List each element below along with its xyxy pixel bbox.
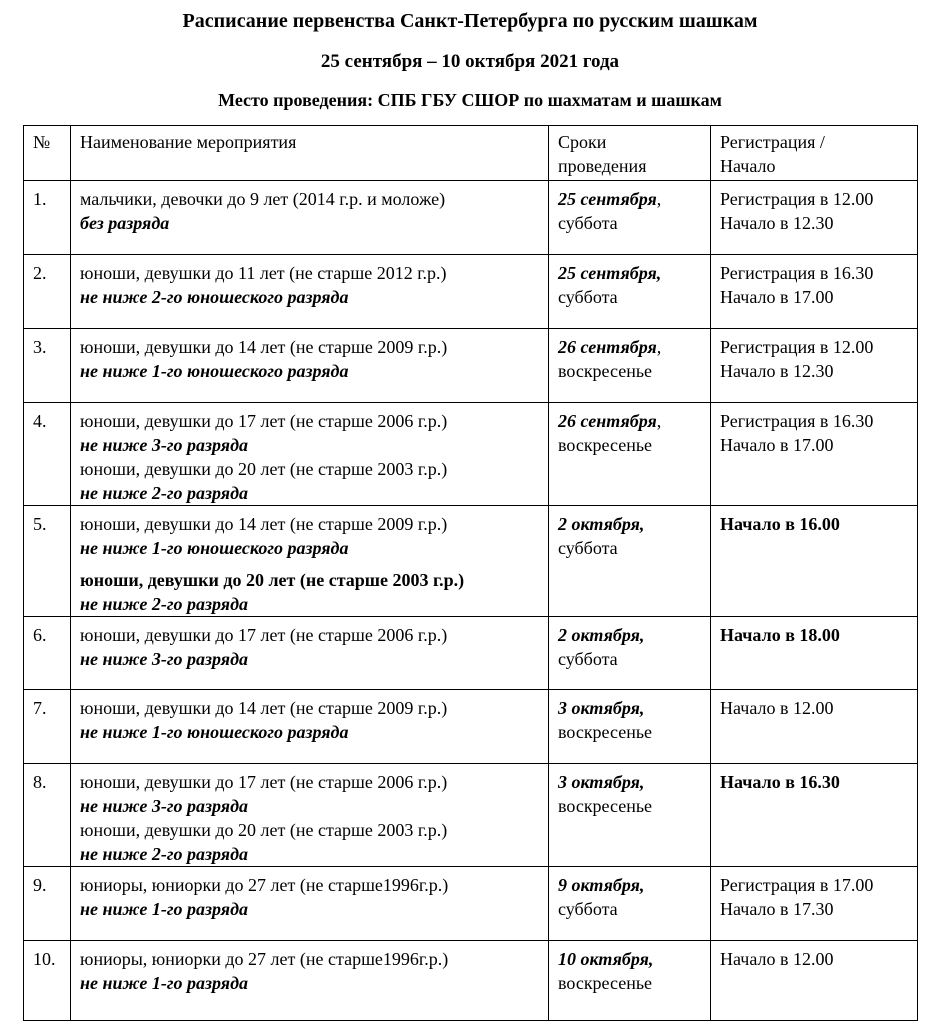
event-time: Регистрация в 12.00 Начало в 12.30 <box>711 329 918 403</box>
row-number: 2. <box>24 255 71 329</box>
event-name: юноши, девушки до 17 лет (не старше 2006 г.р.) не ниже 3-го разряда юноши, девушки до 20 лет (не старше 2003 г.р.) не ниже 2-го разряда <box>71 764 549 867</box>
event-name: юноши, девушки до 14 лет (не старше 2009 г.р.) не ниже 1-го юношеского разряда <box>71 329 549 403</box>
event-time: Начало в 12.00 <box>711 941 918 1021</box>
table-row <box>24 764 918 867</box>
event-name: юноши, девушки до 14 лет (не старше 2009 г.р.) не ниже 1-го юношеского разряда юноши, девушки до 20 лет (не старше 2003 г.р.) не ниже 2-го разряда <box>71 506 549 617</box>
table-row <box>24 506 918 617</box>
table-header-row <box>24 126 918 181</box>
event-name: мальчики, девочки до 9 лет (2014 г.р. и моложе) без разряда <box>71 181 549 255</box>
row-number: 10. <box>24 941 71 1021</box>
table-row <box>24 617 918 690</box>
row-number: 4. <box>24 403 71 506</box>
row-number: 6. <box>24 617 71 690</box>
row-number: 8. <box>24 764 71 867</box>
venue: Место проведения: СПБ ГБУ СШОР по шахматам и шашкам <box>218 90 722 110</box>
table-row <box>24 403 918 506</box>
event-time: Начало в 16.00 <box>711 506 918 617</box>
schedule-table <box>23 125 918 1021</box>
event-time: Регистрация в 16.30 Начало в 17.00 <box>711 403 918 506</box>
row-number: 1. <box>24 181 71 255</box>
event-time: Начало в 12.00 <box>711 690 918 764</box>
event-date: 10 октября, воскресенье <box>549 941 711 1021</box>
row-number: 7. <box>24 690 71 764</box>
event-time: Начало в 18.00 <box>711 617 918 690</box>
row-number: 5. <box>24 506 71 617</box>
event-date: 2 октября, суббота <box>549 506 711 617</box>
row-number: 3. <box>24 329 71 403</box>
event-time: Регистрация в 17.00 Начало в 17.30 <box>711 867 918 941</box>
date-range: 25 сентября – 10 октября 2021 года <box>320 51 620 72</box>
table-row <box>24 867 918 941</box>
event-name: юниоры, юниорки до 27 лет (не старше1996г.р.) не ниже 1-го разряда <box>71 941 549 1021</box>
event-name: юноши, девушки до 14 лет (не старше 2009 г.р.) не ниже 1-го юношеского разряда <box>71 690 549 764</box>
event-date: 9 октября, суббота <box>549 867 711 941</box>
header-name: Наименование мероприятия <box>71 126 549 181</box>
table-row <box>24 181 918 255</box>
event-date: 25 сентября, суббота <box>549 181 711 255</box>
event-date: 2 октября, суббота <box>549 617 711 690</box>
header-date: Сроки проведения <box>549 126 711 181</box>
event-date: 26 сентября, воскресенье <box>549 329 711 403</box>
table-row <box>24 329 918 403</box>
table-row <box>24 690 918 764</box>
event-name: юноши, девушки до 17 лет (не старше 2006 г.р.) не ниже 3-го разряда <box>71 617 549 690</box>
row-number: 9. <box>24 867 71 941</box>
event-name: юниоры, юниорки до 27 лет (не старше1996г.р.) не ниже 1-го разряда <box>71 867 549 941</box>
event-time: Начало в 16.30 <box>711 764 918 867</box>
event-name: юноши, девушки до 11 лет (не старше 2012 г.р.) не ниже 2-го юношеского разряда <box>71 255 549 329</box>
table-row <box>24 255 918 329</box>
event-date: 3 октября, воскресенье <box>549 690 711 764</box>
document-title: Расписание первенства Санкт-Петербурга по русским шашкам <box>182 10 758 32</box>
table-row <box>24 941 918 1021</box>
event-date: 25 сентября, суббота <box>549 255 711 329</box>
event-time: Регистрация в 12.00 Начало в 12.30 <box>711 181 918 255</box>
header-num: № <box>24 126 71 181</box>
event-date: 3 октября, воскресенье <box>549 764 711 867</box>
event-time: Регистрация в 16.30 Начало в 17.00 <box>711 255 918 329</box>
header-registration: Регистрация / Начало <box>711 126 918 181</box>
event-date: 26 сентября, воскресенье <box>549 403 711 506</box>
event-name: юноши, девушки до 17 лет (не старше 2006 г.р.) не ниже 3-го разряда юноши, девушки до 20 лет (не старше 2003 г.р.) не ниже 2-го разряда <box>71 403 549 506</box>
